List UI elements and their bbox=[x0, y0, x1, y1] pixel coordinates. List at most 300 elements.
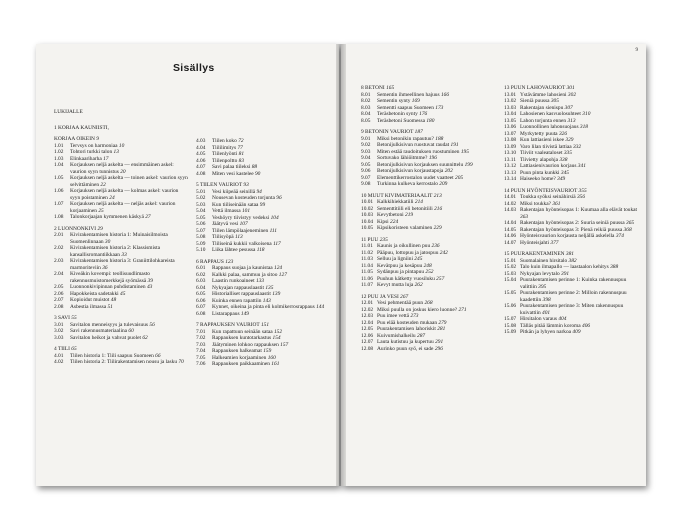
entry-number: 4.04 bbox=[196, 144, 206, 151]
entry-number: 6.06 bbox=[196, 297, 206, 304]
entry-page: 257 bbox=[436, 275, 445, 282]
entry-title: Tiilen lämpölaajeneminen bbox=[212, 227, 269, 234]
entry-title: Korjauksen neljä askelta — kolmas askel: vaurion syyn poistaminen bbox=[70, 188, 179, 201]
entry-number: 9.05 bbox=[361, 161, 371, 168]
entry-title: Listarappaus bbox=[212, 310, 240, 317]
toc-entry bbox=[504, 303, 638, 316]
entry-text-wrap bbox=[70, 201, 189, 214]
entry-title: Tiilisyöpä bbox=[212, 234, 234, 240]
entry-title: Nousevan kosteuden torjunta bbox=[212, 195, 275, 201]
entry-page: 101 bbox=[241, 208, 251, 214]
entry-page: 224 bbox=[390, 218, 399, 225]
entry-page: 43 bbox=[146, 284, 153, 290]
chapter-title: 15 PUURAKENTAMINEN bbox=[504, 251, 565, 257]
entry-number: 11.07 bbox=[361, 282, 373, 288]
entry-title: Toukka syöksi seinähirsiä bbox=[520, 194, 576, 200]
entry-title: Laastin runkoaineet bbox=[212, 278, 255, 284]
chapter-title: 8 BETONI bbox=[361, 85, 385, 91]
entry-number: 4.06 bbox=[196, 157, 206, 164]
entry-number: 3.02 bbox=[54, 328, 64, 334]
entry-number: 6.03 bbox=[196, 278, 206, 284]
entry-number: 15.06 bbox=[504, 303, 517, 309]
entry-text-wrap bbox=[520, 277, 638, 290]
entry-number: 13.10 bbox=[504, 150, 517, 156]
entry-title: Pitkän ja lyhyen narkoa bbox=[520, 329, 572, 335]
entry-number: 5.10 bbox=[196, 247, 206, 253]
entry-page: 152 bbox=[273, 328, 283, 335]
toc-entry bbox=[361, 346, 497, 353]
entry-number: 7.05 bbox=[196, 354, 206, 361]
entry-text-wrap bbox=[377, 118, 434, 125]
entry-title: Hyönteisvaurion korjausta neljällä askelella bbox=[520, 233, 615, 239]
entry-number: 9.01 bbox=[361, 135, 371, 142]
entry-title: Rakentajan hyönteisopas 2: Suuria seiniä puussa bbox=[520, 220, 625, 226]
entry-title: Kevyt mutta luja bbox=[377, 282, 414, 288]
toc-column-2 bbox=[196, 138, 326, 368]
entry-title: Sortuvako lähiöitmme? bbox=[377, 155, 428, 161]
entry-page: 318 bbox=[579, 124, 588, 130]
entry-number: 11.01 bbox=[361, 243, 373, 249]
entry-page: 329 bbox=[565, 137, 574, 143]
entry-page: 139 bbox=[272, 291, 281, 297]
entry-number: 4.01 bbox=[54, 352, 64, 359]
entry-page: 395 bbox=[538, 283, 547, 290]
entry-number: 10.04 bbox=[361, 218, 374, 225]
entry-text-wrap bbox=[520, 240, 559, 247]
entry-page: 361 bbox=[552, 200, 561, 207]
entry-page: 96 bbox=[276, 195, 282, 201]
entry-number: 5.03 bbox=[196, 201, 206, 208]
toc-entry bbox=[54, 175, 189, 188]
entry-page: 219 bbox=[405, 212, 414, 218]
entry-number: 1.05 bbox=[54, 175, 64, 181]
entry-number: 2.01 bbox=[54, 232, 64, 238]
entry-text-wrap bbox=[520, 329, 581, 336]
entry-page: 365 bbox=[626, 220, 635, 226]
entry-page: 127 bbox=[278, 271, 287, 278]
entry-page: 24 bbox=[109, 194, 115, 201]
entry-number: 5.04 bbox=[196, 208, 206, 214]
entry-page: 202 bbox=[444, 168, 453, 174]
entry-page: 291 bbox=[435, 339, 444, 345]
entry-title: Kevätpuu ja kesäpuu bbox=[377, 262, 423, 269]
entry-number: 13.09 bbox=[504, 143, 517, 150]
entry-title: Luonnonkivipinnan puhdistaminen bbox=[70, 284, 146, 290]
entry-text-wrap bbox=[377, 282, 423, 289]
entry-text-wrap bbox=[70, 335, 148, 342]
entry-number: 9.08 bbox=[361, 181, 371, 187]
entry-page: 111 bbox=[269, 227, 277, 234]
entry-page: 302 bbox=[567, 91, 577, 98]
toc-entry bbox=[196, 247, 326, 254]
entry-number: 1.04 bbox=[54, 162, 64, 168]
entry-page: 39 bbox=[147, 277, 153, 284]
entry-page: 166 bbox=[440, 91, 450, 98]
entry-page: 70 bbox=[178, 359, 184, 365]
entry-title: Puu elää kosteuden mukaan bbox=[377, 319, 438, 326]
entry-title: Savi rakennusmateriaalina bbox=[70, 328, 128, 334]
entry-number: 6.04 bbox=[196, 284, 206, 291]
entry-number: 15.01 bbox=[504, 257, 517, 264]
entry-page: 17 bbox=[103, 155, 109, 162]
entry-title: Elementtikerrostalon uudet vaatteet bbox=[377, 174, 454, 181]
entry-title: Lauta kutistuu ja kupertuu bbox=[377, 339, 434, 345]
toc-entry bbox=[54, 201, 189, 214]
toc-entry bbox=[54, 335, 189, 342]
entry-title: Miksi puulla on joskus kiero luonne? bbox=[377, 306, 458, 313]
entry-title: Savitalon heikot ja vahvat puolet bbox=[70, 334, 141, 341]
entry-page: 305 bbox=[550, 98, 559, 104]
entry-page: 313 bbox=[567, 117, 576, 124]
entry-number: 14.05 bbox=[504, 226, 517, 233]
entry-page: 36 bbox=[102, 264, 108, 271]
entry-number: 15.09 bbox=[504, 329, 517, 335]
entry-title: Sementti saapuu Suomeen bbox=[377, 104, 434, 111]
entry-page: 248 bbox=[423, 262, 432, 269]
entry-page: 107 bbox=[239, 221, 248, 227]
chapter-title: LUKIJALLE bbox=[54, 109, 83, 115]
entry-number: 5.05 bbox=[196, 214, 206, 221]
entry-page: 124 bbox=[274, 265, 283, 271]
toc-entry bbox=[504, 240, 638, 247]
entry-page: 22 bbox=[100, 181, 106, 188]
chapter-page: 381 bbox=[565, 251, 574, 257]
chapter-title: 3 SAVI bbox=[54, 315, 70, 321]
entry-number: 2.05 bbox=[54, 284, 64, 290]
entry-text-wrap bbox=[520, 303, 638, 316]
entry-title: Puurakentamisen perinne 2: Milloin rakennuspuu kaadettiin bbox=[520, 290, 627, 303]
entry-title: Puurakentamisen perinne 3: Miten rakennuspuu kuivattiin bbox=[520, 303, 624, 316]
entry-page: 268 bbox=[424, 300, 433, 306]
entry-page: 169 bbox=[411, 98, 420, 104]
entry-title: Selluu ja ligniini bbox=[377, 256, 413, 262]
entry-page: 25 bbox=[98, 207, 104, 214]
entry-page: 157 bbox=[280, 341, 289, 348]
entry-title: Tiilen historia 2: Tiilirakentamisen nousu ja lasku bbox=[70, 359, 178, 365]
entry-text-wrap bbox=[70, 188, 189, 201]
chapter-title: 13 PUUN LAHOVAURIOT bbox=[504, 85, 566, 91]
entry-number: 8.05 bbox=[361, 117, 371, 124]
entry-title: Kiveäkin kovempi: teollisuudlimasto rakennusmuistomerkkejä syömässä bbox=[70, 271, 150, 284]
entry-title: Lahosienen kasvuolosuhteet bbox=[520, 111, 581, 117]
entry-page: 144 bbox=[316, 304, 325, 310]
entry-page: 51 bbox=[107, 303, 113, 310]
entry-page: 382 bbox=[568, 257, 577, 264]
chapter-title: 12 PUU JA VESI bbox=[361, 293, 399, 300]
entry-number: 4.07 bbox=[196, 164, 206, 170]
entry-title: Kivirakentamisen historia 2: Klassismista kansallisromantiikkaan bbox=[70, 245, 160, 258]
entry-title: Savi palaa tiileksi bbox=[212, 164, 251, 170]
toc-entry bbox=[361, 225, 497, 232]
entry-page: 48 bbox=[110, 297, 117, 303]
chapter-page: 355 bbox=[578, 187, 587, 194]
entry-number: 7.04 bbox=[196, 348, 206, 354]
entry-title: Tälläs pitää lämmin koroma bbox=[520, 322, 581, 329]
entry-text-wrap bbox=[70, 359, 184, 366]
entry-title: Rakentajan sienispu bbox=[520, 104, 564, 111]
toc-entry bbox=[361, 181, 497, 188]
entry-number: 12.07 bbox=[361, 339, 374, 345]
entry-page: 33 bbox=[121, 251, 127, 258]
entry-number: 1.07 bbox=[54, 201, 64, 207]
entry-number: 10.03 bbox=[361, 212, 374, 218]
chapter-title: 2 LUONNONKIVI bbox=[54, 225, 97, 232]
toc-entry bbox=[504, 290, 638, 303]
entry-title: Betonijulkisivun korjauksen suunnittelu bbox=[377, 161, 464, 168]
entry-number: 8.03 bbox=[361, 104, 371, 111]
entry-title: Rappauksen kuntotarkastus bbox=[212, 335, 272, 341]
entry-number: 9.03 bbox=[361, 148, 371, 155]
entry-text-wrap bbox=[70, 245, 189, 258]
entry-page: 45 bbox=[120, 290, 126, 297]
entry-text-wrap bbox=[70, 232, 189, 245]
entry-number: 11.03 bbox=[361, 256, 373, 262]
entry-number: 13.08 bbox=[504, 137, 517, 143]
toc-entry bbox=[361, 282, 497, 289]
entry-page: 83 bbox=[238, 157, 245, 164]
left-page bbox=[36, 44, 339, 486]
entry-number: 2.08 bbox=[54, 303, 64, 310]
entry-page: 90 bbox=[254, 170, 261, 177]
chapter-title: 10 MUUT KIVIMATERIAALIT bbox=[361, 192, 433, 199]
entry-page: 113 bbox=[235, 234, 243, 240]
entry-title: Ystävämme lahosieni bbox=[520, 91, 567, 98]
entry-title: Teräsbetoni Suomessa bbox=[377, 117, 425, 124]
entry-title: Kopioidut muistot bbox=[70, 297, 110, 303]
entry-title: Aurinko puun syö, ei sade bbox=[377, 345, 434, 352]
entry-title: Myrkytetty puuta bbox=[520, 130, 558, 137]
entry-title: Puun pinta kunkki bbox=[520, 169, 560, 176]
entry-page: 271 bbox=[458, 306, 467, 313]
entry-page: 391 bbox=[561, 270, 570, 277]
entry-number: 11.02 bbox=[361, 249, 373, 256]
entry-title: Tiilen historia 1: Tiili saapuu Suomeen bbox=[70, 352, 154, 359]
chapter-page: 29 bbox=[97, 225, 103, 232]
entry-number: 10.02 bbox=[361, 205, 374, 212]
entry-text-wrap bbox=[212, 311, 249, 318]
entry-page: 345 bbox=[560, 169, 569, 176]
entry-page: 94 bbox=[256, 188, 262, 195]
entry-title: Jäätyminen lohkoo rappauksen bbox=[212, 341, 279, 348]
entry-title: Elinkaariharha bbox=[70, 155, 102, 162]
entry-number: 1.03 bbox=[54, 155, 64, 162]
toc-entry bbox=[361, 118, 497, 125]
entry-title: Varo lilan tiivistä lattiaa bbox=[520, 143, 572, 150]
entry-title: Asbestia ilmassa bbox=[70, 303, 107, 310]
chapter-page: 187 bbox=[414, 129, 423, 135]
entry-number: 2.04 bbox=[54, 271, 64, 277]
entry-title: Kun lattiasieni iskee bbox=[520, 137, 565, 143]
entry-title: Sementtitiili eli betonitiili bbox=[377, 205, 433, 212]
entry-number: 13.12 bbox=[504, 163, 517, 169]
entry-page: 229 bbox=[433, 225, 442, 231]
right-page bbox=[341, 44, 646, 486]
entry-page: 332 bbox=[573, 143, 582, 150]
entry-number: 15.03 bbox=[504, 270, 517, 277]
entry-number: 10.01 bbox=[361, 199, 374, 205]
entry-page: 188 bbox=[435, 135, 444, 142]
entry-title: Lattiasienivaurion korjaus bbox=[520, 163, 577, 169]
entry-title: Suomalainen hirsitalo bbox=[520, 257, 568, 264]
entry-page: 143 bbox=[262, 297, 271, 304]
entry-title: Rappaus suojaa ja kaunistaa bbox=[212, 265, 273, 271]
entry-title: Jäätyvä vesi bbox=[212, 221, 239, 227]
chapter-page: 9 bbox=[96, 136, 99, 142]
entry-number: 12.01 bbox=[361, 300, 374, 306]
entry-number: 12.03 bbox=[361, 313, 374, 319]
entry-page: 72 bbox=[238, 138, 244, 144]
entry-number: 11.06 bbox=[361, 275, 373, 282]
entry-number: 2.03 bbox=[54, 258, 64, 264]
entry-number: 4.02 bbox=[54, 359, 64, 365]
entry-title: Sementin ihmeellinen hajuus bbox=[377, 91, 440, 98]
entry-title: Tiiviit vaaleataloset bbox=[520, 150, 563, 156]
entry-page: 409 bbox=[572, 329, 581, 335]
entry-text-wrap bbox=[70, 175, 189, 188]
entry-number: 2.02 bbox=[54, 245, 64, 251]
chapter-page: 65 bbox=[71, 346, 77, 352]
entry-number: 7.06 bbox=[196, 361, 206, 367]
entry-number: 13.03 bbox=[504, 104, 517, 111]
entry-title: Vettä ilmassa bbox=[212, 208, 241, 214]
entry-number: 12.08 bbox=[361, 345, 374, 352]
entry-title: Kun rapattuun seinään sataa bbox=[212, 328, 273, 335]
page-title: Sisällys bbox=[173, 62, 215, 74]
entry-number: 15.05 bbox=[504, 290, 517, 296]
entry-title: Korjauksen neljä askelta — toinen askel: vaurion syyn selvittäminen bbox=[70, 175, 188, 188]
entry-number: 7.01 bbox=[196, 328, 206, 335]
entry-page: 296 bbox=[434, 345, 443, 352]
entry-title: Korjauksen neljä askelta — neljäs askel: vaurion korjaaminen bbox=[70, 201, 176, 214]
entry-page: 133 bbox=[256, 278, 265, 284]
entry-title: Kevytbetoni bbox=[377, 212, 404, 218]
entry-number: 6.05 bbox=[196, 291, 206, 297]
entry-title: Kivirakentamisen historia 3: Graniittilohkareista marmoriteviin bbox=[70, 258, 175, 271]
entry-text-wrap bbox=[377, 346, 443, 353]
entry-number: 7.03 bbox=[196, 341, 206, 348]
entry-number: 13.14 bbox=[504, 176, 517, 182]
entry-number: 13.04 bbox=[504, 111, 517, 117]
toc-entry bbox=[196, 171, 326, 178]
entry-page: 281 bbox=[437, 326, 446, 332]
entry-page: 191 bbox=[450, 142, 459, 148]
entry-title: Rappauksen paikkaaminen bbox=[212, 361, 270, 367]
entry-title: Historialliset rappauslaastit bbox=[212, 291, 271, 297]
entry-title: Nykyajan levytalo bbox=[520, 270, 560, 277]
entry-page: 99 bbox=[259, 201, 266, 208]
entry-number: 14.01 bbox=[504, 194, 517, 200]
entry-number: 5.07 bbox=[196, 227, 206, 234]
entry-page: 62 bbox=[142, 334, 148, 341]
entry-page: 176 bbox=[419, 111, 428, 117]
entry-number: 9.06 bbox=[361, 168, 371, 174]
entry-title: Miten vesi kastelee bbox=[212, 170, 254, 177]
entry-title: Liika lähtee pesussa bbox=[212, 247, 256, 253]
entry-page: 287 bbox=[417, 332, 426, 339]
entry-title: Lahon torjunta ennen bbox=[520, 117, 567, 124]
entry-title: Rakentajan hyönteisopas 1: Kuumaa alla elävät toukat bbox=[520, 207, 638, 213]
entry-title: Savitalon menneisyys ja tulevaisuus bbox=[70, 321, 149, 328]
entry-title: Teräsbetonin synty bbox=[377, 111, 418, 117]
entry-number: 2.07 bbox=[54, 297, 64, 303]
toc-entry bbox=[54, 258, 189, 271]
chapter-page: 165 bbox=[386, 85, 395, 91]
entry-page: 279 bbox=[438, 319, 447, 326]
entry-number: 15.07 bbox=[504, 316, 517, 322]
entry-title: Sementin synty bbox=[377, 98, 411, 104]
entry-number: 2.06 bbox=[54, 290, 64, 297]
entry-number: 6.02 bbox=[196, 271, 206, 278]
entry-title: Sydänpuu ja pintapuu bbox=[377, 269, 425, 275]
entry-title: Talonkorjaajan kymmenen käskyä bbox=[70, 214, 144, 220]
entry-number: 5.08 bbox=[196, 234, 206, 240]
entry-number: 13.06 bbox=[504, 124, 517, 130]
toc-entry bbox=[54, 232, 189, 245]
entry-page: 368 bbox=[623, 226, 632, 233]
entry-page: 180 bbox=[426, 117, 435, 124]
entry-title: Kivirakentamisen historia 1: Muinaisilmoista Suomenlinnaan bbox=[70, 232, 168, 245]
entry-number: 14.03 bbox=[504, 207, 517, 213]
entry-page: 214 bbox=[414, 199, 423, 205]
entry-title: Betonijulkisivun ruostuvat raudat bbox=[377, 142, 450, 148]
entry-page: 252 bbox=[425, 269, 434, 275]
entry-title: Puurakentamisen perinne 1: Kuinka rakennuspuu valittiin bbox=[520, 277, 627, 290]
chapter-page: 267 bbox=[400, 293, 409, 300]
entry-title: Pääpuu, lottopuu ja jatospuu bbox=[377, 249, 439, 256]
toc-entry bbox=[196, 361, 326, 368]
chapter-title: 1 KORJAA KAUNIISTI, bbox=[54, 124, 109, 131]
entry-number: 10.05 bbox=[361, 225, 374, 231]
toc-entry bbox=[504, 176, 638, 183]
entry-title: Kuivumishalkeilu bbox=[377, 332, 416, 339]
entry-title: Vesi kiipeää seinillä bbox=[212, 188, 256, 195]
entry-title: Luonnollinen lahonsuojaus bbox=[520, 124, 579, 130]
entry-text-wrap bbox=[70, 258, 189, 271]
entry-page: 161 bbox=[271, 361, 280, 367]
entry-title: Tohtori turkki talon bbox=[70, 149, 113, 155]
entry-page: 273 bbox=[410, 313, 419, 319]
toc-entry bbox=[54, 188, 189, 201]
entry-number: 9.07 bbox=[361, 174, 371, 181]
entry-number: 4.05 bbox=[196, 151, 206, 157]
entry-page: 374 bbox=[615, 233, 624, 239]
entry-page: 20 bbox=[120, 168, 126, 175]
entry-number: 1.06 bbox=[54, 188, 64, 194]
entry-page: 242 bbox=[439, 249, 448, 256]
entry-page: 341 bbox=[577, 163, 586, 169]
entry-number: 1.02 bbox=[54, 149, 64, 155]
entry-number: 13.05 bbox=[504, 117, 517, 124]
entry-page: 349 bbox=[557, 176, 566, 182]
toc-entry bbox=[504, 207, 638, 220]
page-number: 9 bbox=[635, 48, 638, 53]
entry-title: Tiivietty alapohja bbox=[520, 156, 558, 163]
entry-page: 310 bbox=[582, 111, 591, 117]
entry-number: 13.13 bbox=[504, 169, 517, 176]
entry-title: Tiilenlyönti bbox=[212, 151, 238, 157]
entry-page: 159 bbox=[263, 348, 272, 354]
entry-page: 216 bbox=[434, 205, 443, 212]
entry-page: 118 bbox=[256, 247, 265, 253]
entry-title: Hapokkeista sadetakki bbox=[70, 290, 119, 297]
entry-title: Kalkki palaa, sammuu ja sitoo bbox=[212, 271, 278, 278]
entry-number: 5.09 bbox=[196, 240, 206, 247]
entry-page: 117 bbox=[273, 240, 281, 247]
entry-text-wrap bbox=[70, 304, 113, 311]
entry-number: 14.02 bbox=[504, 200, 517, 207]
entry-title: Tervsys on harmoniaa bbox=[70, 142, 118, 149]
entry-title: Halkeamien korjaaminen bbox=[212, 354, 267, 361]
